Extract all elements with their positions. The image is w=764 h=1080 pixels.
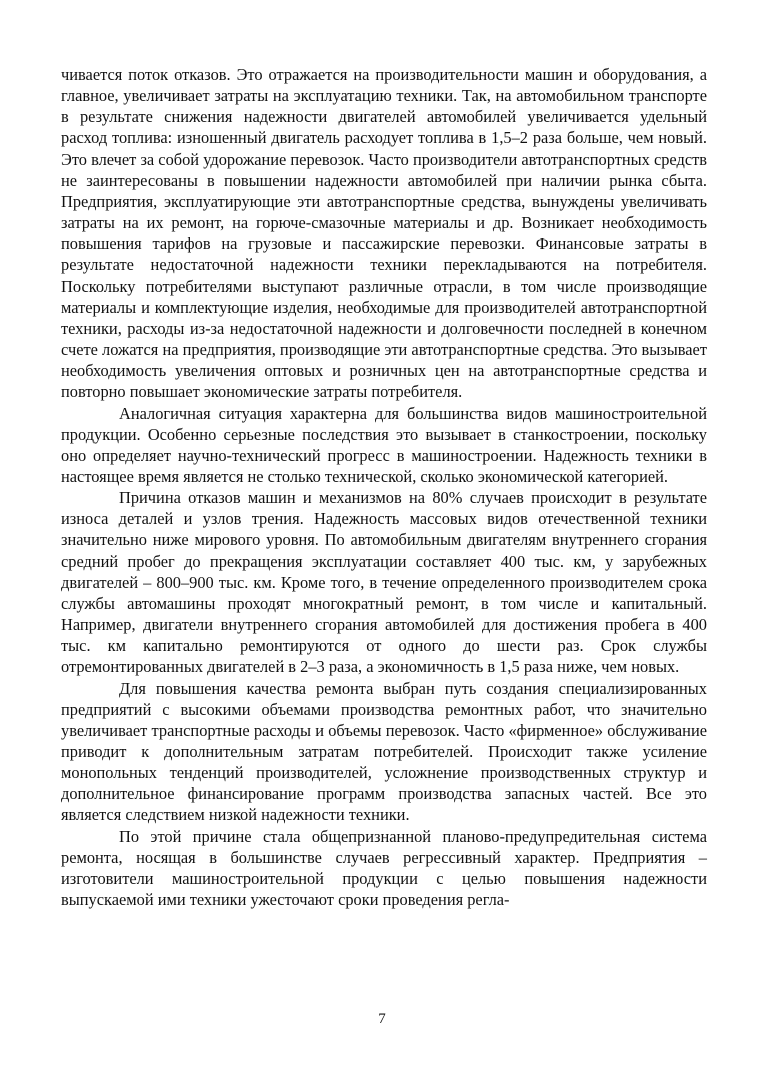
body-text [61, 64, 707, 910]
paragraph-1: чивается поток отказов. Это отражается на производительности машин и оборудования, а главное, увеличивает затраты на эксплуатацию техники. Так, на автомобильном транспорте в результате снижения надежности двигателей автомобилей увеличивается удельный расход топлива: изношенный двигатель расходует топлива в 1,5–2 раза больше, чем новый. Это влечет за собой удорожание перевозок. Часто производители автотранспортных средств не заинтересованы в повышении надежности автомобилей при наличии рынка сбыта. Предприятия, эксплуатирующие эти автотранспортные средства, вынуждены увеличивать затраты на их ремонт, на горюче-смазочные материалы и др. Возникает необходимость повышения тарифов на грузовые и пассажирские перевозки. Финансовые затраты в результате недостаточной надежности техники перекладываются на потребителя. Поскольку потребителями выступают различные отрасли, в том числе производящие материалы и комплектующие изделия, необходимые для производителей автотранспортной техники, расходы из-за недостаточной надежности и долговечности последней в конечном счете ложатся на предприятия, производящие эти автотранспортные средства. Это вызывает необходимость увеличения оптовых и розничных цен на автотранспортные средства и повторно повышает экономические затраты потребителя. [61, 65, 707, 402]
paragraph-4: Для повышения качества ремонта выбран путь создания специализированных предприятий с высокими объемами производства ремонтных работ, что значительно увеличивает транспортные расходы и объемы перевозок. Часто «фирменное» обслуживание приводит к дополнительным затратам потребителей. Происходит также усиление монопольных тенденций производителей, усложнение производственных структур и дополнительное финансирование программ производства запасных частей. Все это является следствием низкой надежности техники. [61, 678, 707, 825]
page-number: 7 [378, 1011, 386, 1027]
paragraph-5: По этой причине стала общепризнанной планово-предупредительная система ремонта, носящая в большинстве случаев регрессивный характер. Предприятия – изготовители машиностроительной продукции с целью повышения надежности выпускаемой ими техники ужесточают сроки проведения регла- [61, 826, 707, 910]
paragraph-3: Причина отказов машин и механизмов на 80% случаев происходит в результате износа деталей и узлов трения. Надежность массовых видов отечественной техники значительно ниже мирового уровня. По автомобильным двигателям внутреннего сгорания средний пробег до прекращения эксплуатации составляет 400 тыс. км, у зарубежных двигателей – 800–900 тыс. км. Кроме того, в течение определенного производителем срока службы автомашины проходят многократный ремонт, в том числе и капитальный. Например, двигатели внутреннего сгорания автомобилей для достижения пробега в 400 тыс. км капитально ремонтируются от одного до шести раз. Срок службы отремонтированных двигателей в 2–3 раза, а экономичность в 1,5 раза ниже, чем новых. [61, 488, 707, 677]
paragraph-2: Аналогичная ситуация характерна для большинства видов машиностроительной продукции. Особенно серьезные последствия это вызывает в станкостроении, поскольку оно определяет научно-технический прогресс в машиностроении. Надежность техники в настоящее время является не столько технической, сколько экономической категорией. [61, 403, 707, 486]
